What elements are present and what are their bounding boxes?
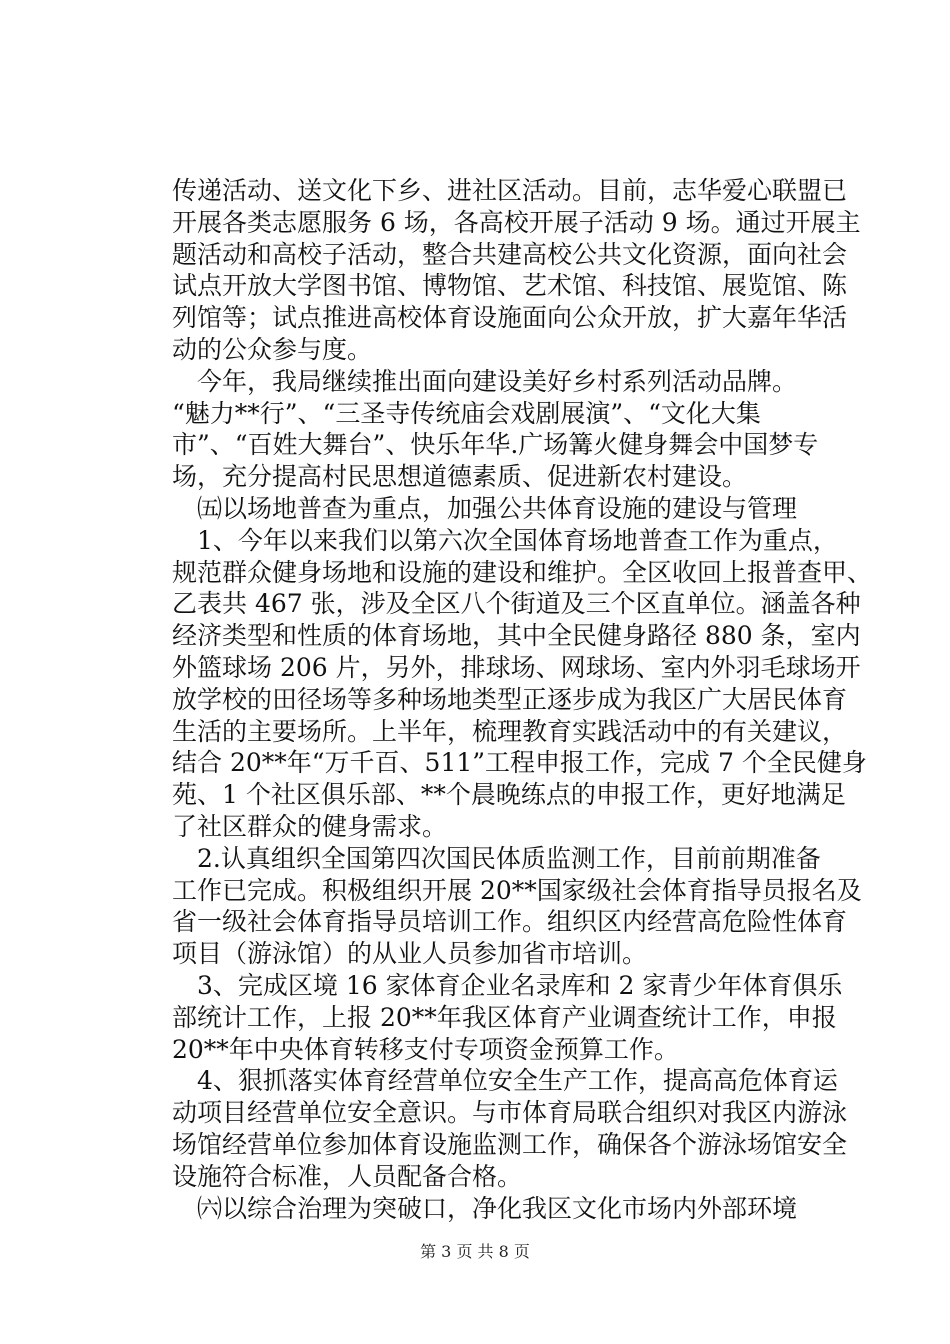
text-line: 动项目经营单位安全意识。与市体育局联合组织对我区内游泳 (172, 1098, 848, 1128)
text-line: 市”、“百姓大舞台”、快乐年华.广场篝火健身舞会中国梦专 (172, 430, 819, 460)
text-line: 3、完成区境 16 家体育企业名录库和 2 家青少年体育俱乐 (172, 970, 843, 1000)
text-line: 场馆经营单位参加体育设施监测工作，确保各个游泳场馆安全 (172, 1129, 848, 1159)
text-line: 项目（游泳馆）的从业人员参加省市培训。 (172, 939, 648, 969)
text-line: 今年，我局继续推出面向建设美好乡村系列活动品牌。 (172, 366, 798, 396)
text-line: 1、今年以来我们以第六次全国体育场地普查工作为重点， (172, 525, 838, 555)
text-line: 经济类型和性质的体育场地，其中全民健身路径 880 条，室内 (172, 621, 861, 651)
text-line: 生活的主要场所。上半年，梳理教育实践活动中的有关建议， (172, 716, 848, 746)
text-line: 苑、1 个社区俱乐部、**个晨晚练点的申报工作，更好地满足 (172, 780, 846, 810)
text-line: 放学校的田径场等多种场地类型正逐步成为我区广大居民体育 (172, 684, 848, 714)
text-line: 乙表共 467 张，涉及全区八个街道及三个区直单位。涵盖各种 (172, 589, 861, 619)
text-line: 规范群众健身场地和设施的建设和维护。全区收回上报普查甲、 (172, 557, 873, 587)
text-line: 场，充分提高村民思想道德素质、促进新农村建设。 (172, 462, 748, 492)
text-line: 了社区群众的健身需求。 (172, 811, 448, 841)
text-line: “魅力**行”、“三圣寺传统庙会戏剧展演”、“文化大集 (172, 398, 761, 428)
page-footer (0, 1242, 950, 1262)
text-line: 动的公众参与度。 (172, 334, 373, 364)
text-line: 外篮球场 206 片，另外，排球场、网球场、室内外羽毛球场开 (172, 652, 861, 682)
section-heading: ㈥以综合治理为突破口，净化我区文化市场内外部环境 (172, 1193, 798, 1223)
text-line: 试点开放大学图书馆、博物馆、艺术馆、科技馆、展览馆、陈 (172, 271, 848, 301)
section-heading: ㈤以场地普查为重点，加强公共体育设施的建设与管理 (172, 493, 798, 523)
text-line: 设施符合标准，人员配备合格。 (172, 1161, 523, 1191)
text-line: 20**年中央体育转移支付专项资金预算工作。 (172, 1034, 679, 1064)
text-line: 开展各类志愿服务 6 场，各高校开展子活动 9 场。通过开展主 (172, 207, 861, 237)
text-line: 省一级社会体育指导员培训工作。组织区内经营高危险性体育 (172, 907, 848, 937)
page-number: 第 3 页 共 8 页 (420, 1242, 530, 1261)
text-line: 结合 20**年“万千百、511”工程申报工作，完成 7 个全民健身 (172, 748, 867, 778)
text-line: 题活动和高校子活动，整合共建高校公共文化资源，面向社会 (172, 239, 848, 269)
text-line: 部统计工作，上报 20**年我区体育产业调查统计工作，申报 (172, 1002, 837, 1032)
text-line: 工作已完成。积极组织开展 20**国家级社会体育指导员报名及 (172, 875, 862, 905)
text-line: 2.认真组织全国第四次国民体质监测工作，目前前期准备 (172, 843, 821, 873)
text-line: 4、狠抓落实体育经营单位安全生产工作，提高高危体育运 (172, 1066, 838, 1096)
text-line: 传递活动、送文化下乡、进社区活动。目前，志华爱心联盟已 (172, 176, 848, 205)
text-line: 列馆等；试点推进高校体育设施面向公众开放，扩大嘉年华活 (172, 303, 848, 333)
document-body (172, 175, 873, 1224)
